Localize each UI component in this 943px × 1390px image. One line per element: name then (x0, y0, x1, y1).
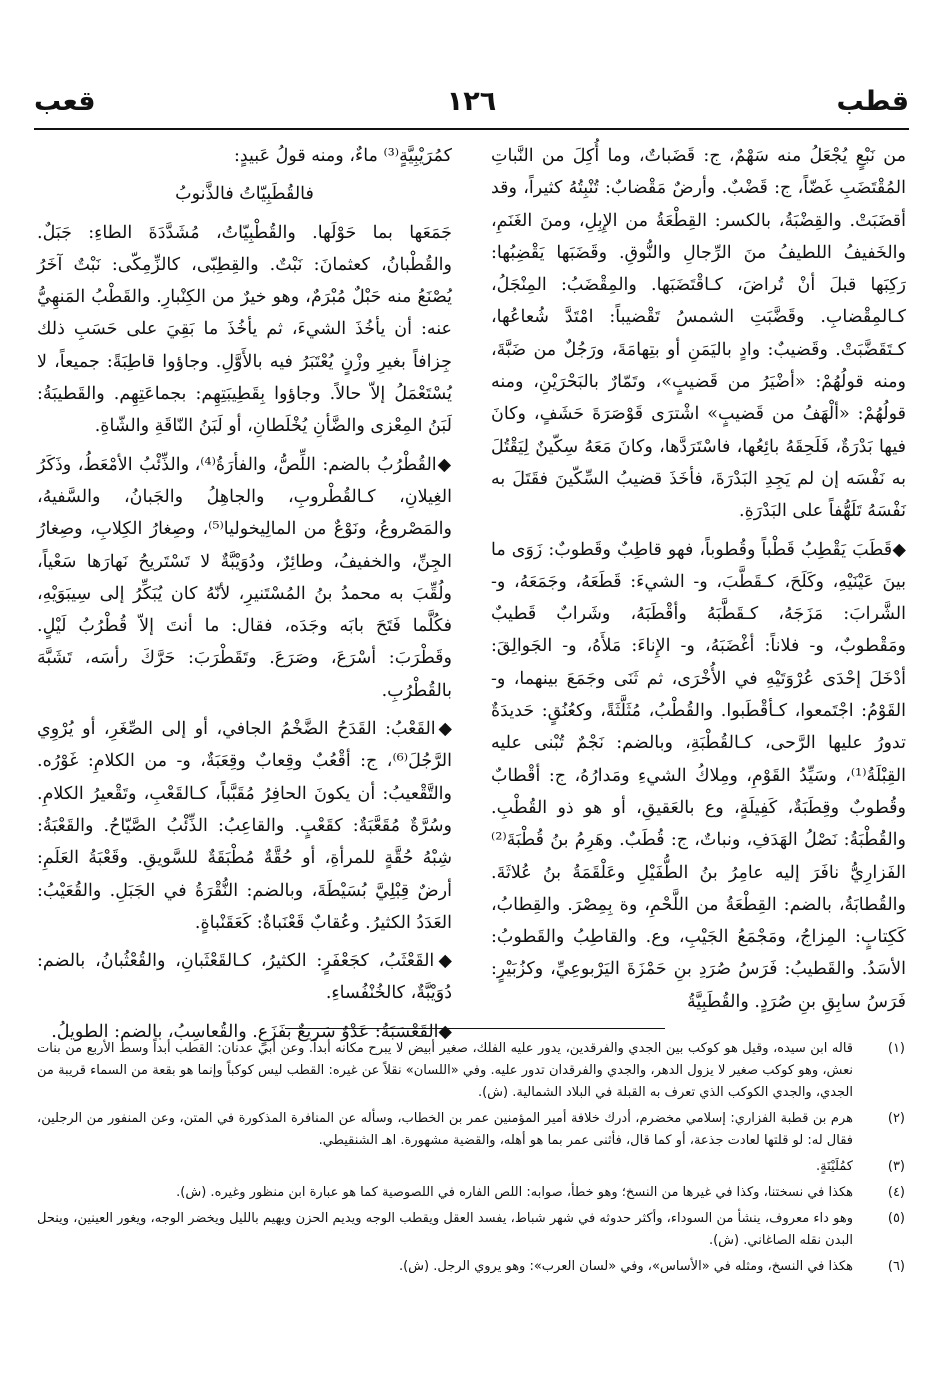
entry-paragraph-qaab: ◆القَعْبُ: القَدَحُ الضَّخْمُ الجافي، أو إلى الصِّغَرِ، أو يُرْوِي الرَّجُلَ⁽⁶⁾، ج: أقْعُبٌ وقِعابٌ وقِعَبَةٌ، و- من الكلامِ: غَوْرُه. والتَّقْعيبُ: أن يكونَ الحافِرُ مُقَبَّباً، كـالقَعْبِ، وتَقْعيرُ الكلامِ. وسُرَّةٌ مُقَعَّبَةٌ: كقَعْبٍ. والقاعِبُ: الذِّئْبُ الصَّيّاحُ. والقَعْبَةُ: شِبْهُ حُقَّةٍ للمرأةِ، أو حُقَّةٌ مُطْبَقَةٌ للسَّويقِ. وقَعْبَةُ العَلَمِ: أرضٌ قِبْلِيَّ بُسَيْطَةَ، وبالضم: النُّقْرَةُ في الجَبَلِ. والقُعَيْبُ: العَدَدُ الكثيرُ. وعُقابٌ قَعْنَباةٌ: كَعَقَنْباةٍ. (37, 719, 452, 933)
footnote-number: (٦) (887, 1259, 905, 1274)
footnote (37, 1108, 913, 1152)
entry-paragraph-qathab: ◆القَعْثَبُ، كجَعْفَرٍ: الكثيرُ، كـالقَعْثَبانِ، والقُعْثُبانُ، بالضم: دُوَيْبَّةٌ، كالخُنْفُساءِ. (37, 951, 452, 1004)
footnote-text: قاله ابن سيده، وقيل هو كوكب بين الجدي والفرقدين، يدور عليه الفلك، صغير أبيض لا يبرح مكانه أبداً. وعن أبي عدنان: القطب أبداً وسط الأربع من بنات نعش، وهو كوكب صغير لا يزول الدهر، والجدي والفرقدان تدور عليه. وفي «اللسان» نقلاً عن غيره: القطب ليس كوكباً وإنما هو بقعة من السماء قريبة من الجدي، والجدي الكوكب الذي تعرف به القبلة في البلاد الشمالية. (ش). (37, 1041, 853, 1100)
footnote (37, 1182, 913, 1204)
text-paragraph: من نَبْعٍ يُجْعَلُ منه سَهْمٌ، ج: قَضَباتٌ، وما أُكِلَ من النَّباتِ المُقْتَضَبِ غَضّاً، ج: قَضْبٌ. وأرضٌ مَقْضابٌ: تُنْبِتُهُ كثيراً، وقد أقضَبَتْ. والقِضْبَةُ، بالكسر: القِطْعَةُ من الإِبِلِ، ومنَ الغَنَمِ، والخَفيفُ اللطيفُ منَ الرِّجالِ والنُّوقِ. وقَضَبَها يَقْضِبُها: رَكِبَها قبلَ أنْ تُراضَ، كـاقْتَضَبَها. والمِقْضَبُ: المِنْجَلُ، كـالمِقْضابِ. وقَضَّبَتِ الشمسُ تَقْضيباً: امْتَدَّ شُعاعُها، كـتَقَضَّبَتْ. وقَضيبٌ: وادٍ باليَمَنِ أو بتِهامَةَ، ورَجُلٌ من ضَبَّةَ، ومنه قولُهُمْ: «أضْيَرُ من قَضيبٍ»، وتَمّارٌ بالبَحْرَيْنِ، ومنه قولُهُمْ: «ألْهَفُ من قَضيبٍ» اشْترَى قَوْصَرَةَ حَشَفٍ، وكانَ فيها بَدْرَةٌ، فَلَحِقَهُ بائِعُها، فاسْتَرَدَّها، وكانَ مَعَهُ سِكّينٌ لِيَقْتُلَ به نَفْسَه إن لم يَجِدِ البَدْرَةَ، فأخَذَ قضيبُ السِّكّينَ فقَتَلَ به نَفْسَهُ تَلَهُّفاً على البَدْرَةِ. (491, 146, 906, 522)
footnote-text: هرم بن قطبة الفزاري: إسلامي مخضرم، أدرك خلافة أمير المؤمنين عمر بن الخطاب، وسأله عن المنافرة المذكورة في المتن، وعن المنفور من الرجلين، فقال له: لو قلتها لعادت جذعة، أو كما قال، فأثنى عمر بما هو أهله، والقضية مشهورة. اهـ الشنقيطي. (37, 1111, 853, 1148)
footnote (37, 1256, 913, 1278)
header-first-entry: قطب (836, 86, 909, 117)
right-text-column (491, 140, 906, 1010)
footnote (37, 1208, 913, 1252)
footnotes (37, 1038, 913, 1282)
footnote-number: (٥) (887, 1211, 905, 1226)
footnote-text: هكذا في نسختنا، وكذا في غيرها من النسخ؛ وهو خطأ، صوابه: اللص الفاره في اللصوصية كما هو عبارة ابن منظور وغيره. (ش). (176, 1185, 853, 1200)
footnote (37, 1156, 913, 1178)
page-number: ١٢٦ (446, 86, 497, 117)
entry-paragraph-qasaba: ◆القَعْسَبَةُ: عَدْوٌ سَريعٌ بفَزَعٍ. والقُعاسِبُ، بالضم: الطويلُ. (51, 1021, 452, 1042)
footnote-text: وهو داء معروف، ينشأ من السوداء، وأكثر حدوثه في شهر شباط، يفسد العقل ويقطب الوجه ويديم الحزن ويهيم بالليل ويخضر الوجه، ويغور العينين، وينحل البدن نقله الصاغاني. (ش). (37, 1211, 853, 1248)
footnote (37, 1038, 913, 1104)
header-rule (34, 128, 909, 130)
running-head (34, 86, 909, 126)
footnote-number: (٢) (887, 1111, 905, 1126)
footnote-number: (٤) (887, 1185, 905, 1200)
footnote-rule (285, 1028, 665, 1029)
entry-paragraph-qutrub: ◆القُطْرُبُ بالضم: اللِّصُّ، والفأرَةُ⁽⁴⁾، والذِّئْبُ الأمْعَطُ، وذَكَرُ الغِيلانِ، كـالقُطْروبِ، والجاهِلُ والجَبانُ، والسَّفيهُ، والمَصْروعُ، ونَوْعٌ من المالِيخوليا⁽⁵⁾، وصِغارُ الكِلابِ، وصِغارُ الجِنِّ، والخفيفُ، وطائِرٌ، ودُوَيْبَّةٌ لا تَسْتَريحُ نَهارَها سَعْياً، ولُقِّبَ به محمدُ بنُ المُسْتَنيرِ، لأنّهُ كان يُبَكِّرُ إلى سِيبَوَيْهِ، فكُلَّما فَتَحَ بابَه وجَدَه، فقال: ما أنتَ إلاّ قُطْرُبُ لَيْلٍ. وقَطْرَبَ: أسْرَعَ، وصَرَعَ. وتَقَطْرَبَ: حَرَّكَ رأسَه، تَشَبَّهَ بالقُطْرُبِ. (37, 454, 452, 701)
footnote-number: (١) (887, 1041, 905, 1056)
footnote-number: (٣) (887, 1159, 905, 1174)
text-paragraph: جَمَعَها بما حَوْلَها. والقُطْبِيّاتُ، مُشَدَّدَةَ الطاءِ: جَبَلٌ. والقُطْبانُ، كعثمانَ: نَبْتٌ. والقِطِبّى، كالزِّمِكّى: نَبْتٌ آخَرُ يُصْنَعُ منه حَبْلٌ مُبْرَمٌ، وهو خيرٌ من الكِنْبارِ. والقَطْبُ المَنهِيُّ عنه: أن يأخُذَ الشيءَ، ثم يأخُذَ ما بَقِيَ على حَسَبِ ذلك جِزافاً بغيرِ وزْنٍ يُعْتَبَرُ فيه بالأَوَّلِ. وجاؤوا قاطِبَةً: جميعاً، لا يُسْتَعْمَلُ إلاّ حالاً. وجاؤوا بِقَطِيبَتِهِم: بجماعَتِهِم. والقَطيبَةُ: لَبَنُ المِعْزى والضَّأنِ يُخْلَطانِ، أو لَبَنُ النّاقَةِ والشّاةِ. (37, 222, 452, 437)
verse-intro: كمُرَيْبِيَّةٍ⁽³⁾ ماءٌ، ومنه قولُ عَبيدٍ: (233, 146, 452, 166)
footnote-text: هكذا في النسخ، ومثله في «الأساس»، وفي «لسان العرب»: وهو يروي الرجل. (ش). (398, 1259, 853, 1274)
header-last-entry: قعب (34, 86, 96, 117)
verse-line: فالقُطَبِيّاتُ فالذَّنوبُ (175, 184, 314, 205)
entry-paragraph-qataba: ◆قَطَبَ يَقْطِبُ قَطْباً وقُطوباً، فهو قاطِبٌ وقَطوبٌ: زَوَى ما بينَ عَيْنَيْهِ، وكَلَحَ، كـقَطَّبَ، و- الشيءَ: قَطَعَهُ، وجَمَعَهُ، و- الشَّرابَ: مَزَجَهُ، كـقَطَّبَهُ وأقْطَبَهُ، وشَرابٌ قَطيبٌ ومَقْطوبٌ، و- فلاناً: أغْضَبَهُ، و- الإِناءَ: مَلأَهُ، و- الجَوالِقَ: أدْخَلَ إحْدَى عُرْوَتَيْهِ في الأُخْرَى، ثم ثَنَى وجَمَعَ بينهما، و- القَوْمُ: اجْتَمعوا، كـأقْطَبوا. والقُطْبُ، مُثَلَّثَةً، وكعُنُقٍ: حَديدَةٌ تدورُ عليها الرَّحى، كـالقُطْبَةِ، وبالضم: نَجْمٌ تُبْنى عليه القِبْلَةُ⁽¹⁾، وسَيِّدُ القَوْمِ، ومِلاكُ الشيءِ ومَدارُهُ، ج: أقْطابٌ وقُطوبٌ وقِطَبَةٌ، كَفِيلَةٍ، وع بالعَقيقِ، أو هو ذو القُطْبِ. والقُطْبَةُ: نَصْلُ الهَدَفِ، ونباتٌ، ج: قُطَبٌ. وهَرِمُ بنُ قُطْبَةَ⁽²⁾ الفَزارِيُّ نافَرَ إليه عامِرُ بنُ الطُّفَيْلِ وعَلْقَمَةُ بنُ عُلاثَةَ. والقُطابَةُ، بالضم: القِطْعَةُ من اللَّحْمِ، وة بِمِصْرَ. والقِطابُ، كَكِتابٍ: المِزاجُ، ومَجْمَعُ الجَيْبِ، وع. والقاطِبُ والقَطوبُ: الأسَدُ. والقَطيبُ: فَرَسُ صُرَدِ بنِ حَمْزَةَ اليَرْبوعِيِّ، وكزُبَيْرٍ: فَرَسُ سابِقِ بنِ صُرَدٍ. والقُطَبِيَّةُ (491, 539, 906, 1012)
footnote-text: كمُلَيْنَةٍ. (816, 1159, 853, 1174)
left-text-column (37, 140, 452, 1042)
